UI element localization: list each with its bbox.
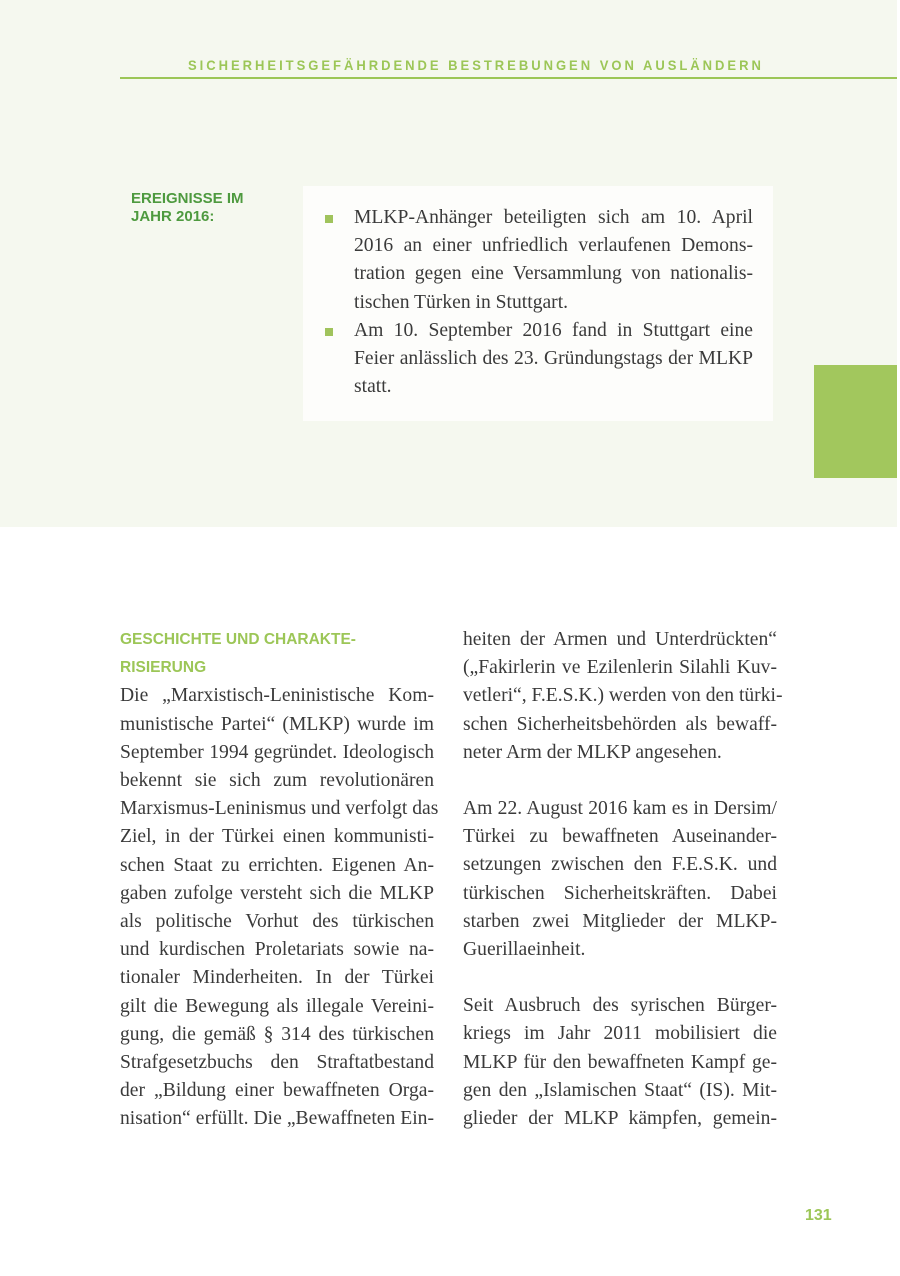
header-rule xyxy=(120,77,897,79)
events-label xyxy=(131,190,281,226)
event-item xyxy=(325,317,753,402)
section-heading-line: RISIERUNG xyxy=(120,659,207,677)
text-column-left xyxy=(120,626,439,1134)
text-line: vetleri“, F.E.S.K.) werden von den türki- xyxy=(463,685,783,707)
text-line: und kurdischen Proletariats sowie na- xyxy=(120,939,434,961)
text-line: schen Sicherheitsbehörden als bewaff- xyxy=(463,713,777,735)
text-column-right xyxy=(463,626,783,1133)
events-label-line: EREIGNISSE IM xyxy=(131,190,244,207)
event-line: tration gegen eine Versammlung von nationalis- xyxy=(354,263,753,285)
event-line: Am 10. September 2016 fand in Stuttgart eine xyxy=(354,319,753,341)
text-line: gilt die Bewegung als illegale Vereini- xyxy=(120,995,434,1017)
section-heading xyxy=(120,626,434,682)
text-line: munistische Partei“ (MLKP) wurde im xyxy=(120,713,434,735)
text-line: schen Staat zu errichten. Eigenen An- xyxy=(120,854,434,876)
text-line: September 1994 gegründet. Ideologisch xyxy=(120,741,434,763)
event-line: statt. xyxy=(354,376,392,398)
running-title: SICHERHEITSGEFÄHRDENDE BESTREBUNGEN VON AUSLÄNDERN xyxy=(188,57,764,73)
paragraph xyxy=(463,626,783,767)
event-line: 2016 an einer unfriedlich verlaufenen Demons- xyxy=(354,235,753,257)
text-line: kriegs im Jahr 2011 mobilisiert die xyxy=(463,1023,777,1045)
event-line: tischen Türken in Stuttgart. xyxy=(354,291,569,313)
page-number: 131 xyxy=(805,1207,832,1224)
square-bullet-icon xyxy=(325,215,333,223)
text-line: heiten der Armen und Unterdrückten“ xyxy=(463,629,777,650)
text-line: setzungen zwischen den F.E.S.K. und xyxy=(463,854,777,876)
paragraph xyxy=(120,682,439,1133)
text-line: Marxismus-Leninismus und verfolgt das xyxy=(120,798,439,820)
chapter-side-tab xyxy=(814,365,897,478)
events-label-line: JAHR 2016: xyxy=(131,208,215,225)
text-line: („Fakirlerin ve Ezilenlerin Silahli Kuv- xyxy=(463,657,777,679)
text-line: gen den „Islamischen Staat“ (IS). Mit- xyxy=(463,1079,777,1101)
text-line: gung, die gemäß § 314 des türkischen xyxy=(120,1023,434,1045)
text-line: als politische Vorhut des türkischen xyxy=(120,911,434,933)
event-item xyxy=(325,204,753,317)
event-line: Feier anlässlich des 23. Gründungstags der MLKP xyxy=(354,348,753,370)
square-bullet-icon xyxy=(325,328,333,336)
event-line: MLKP-Anhänger beteiligten sich am 10. April xyxy=(354,207,753,228)
text-line: Strafgesetzbuchs den Straftatbestand xyxy=(120,1052,434,1074)
text-line: MLKP für den bewaffneten Kampf ge- xyxy=(463,1051,777,1073)
text-line: Die „Marxistisch-Leninistische Kom- xyxy=(120,685,434,707)
text-line: Türkei zu bewaffneten Auseinander- xyxy=(463,826,777,848)
text-line: bekennt sie sich zum revolutionären xyxy=(120,770,434,792)
text-line: nisation“ erfüllt. Die „Bewaffneten Ein- xyxy=(120,1108,434,1130)
paragraph xyxy=(463,795,777,964)
text-line: glieder der MLKP kämpfen, gemein- xyxy=(463,1108,777,1130)
text-line: gaben zufolge versteht sich die MLKP xyxy=(120,882,434,904)
paragraph xyxy=(463,992,777,1133)
text-line: neter Arm der MLKP angesehen. xyxy=(463,741,722,763)
text-line: Seit Ausbruch des syrischen Bürger- xyxy=(463,995,777,1017)
text-line: starben zwei Mitglieder der MLKP- xyxy=(463,910,777,932)
text-line: türkischen Sicherheitskräften. Dabei xyxy=(463,882,777,904)
text-line: Ziel, in der Türkei einen kommunisti- xyxy=(120,826,434,848)
text-line: der „Bildung einer bewaffneten Orga- xyxy=(120,1080,434,1102)
section-heading-line: GESCHICHTE UND CHARAKTE- xyxy=(120,631,356,648)
text-line: Am 22. August 2016 kam es in Dersim/ xyxy=(463,798,777,820)
events-box xyxy=(303,186,773,421)
events-list xyxy=(325,204,753,401)
text-line: Guerillaeinheit. xyxy=(463,939,586,961)
text-line: tionaler Minderheiten. In der Türkei xyxy=(120,967,434,989)
